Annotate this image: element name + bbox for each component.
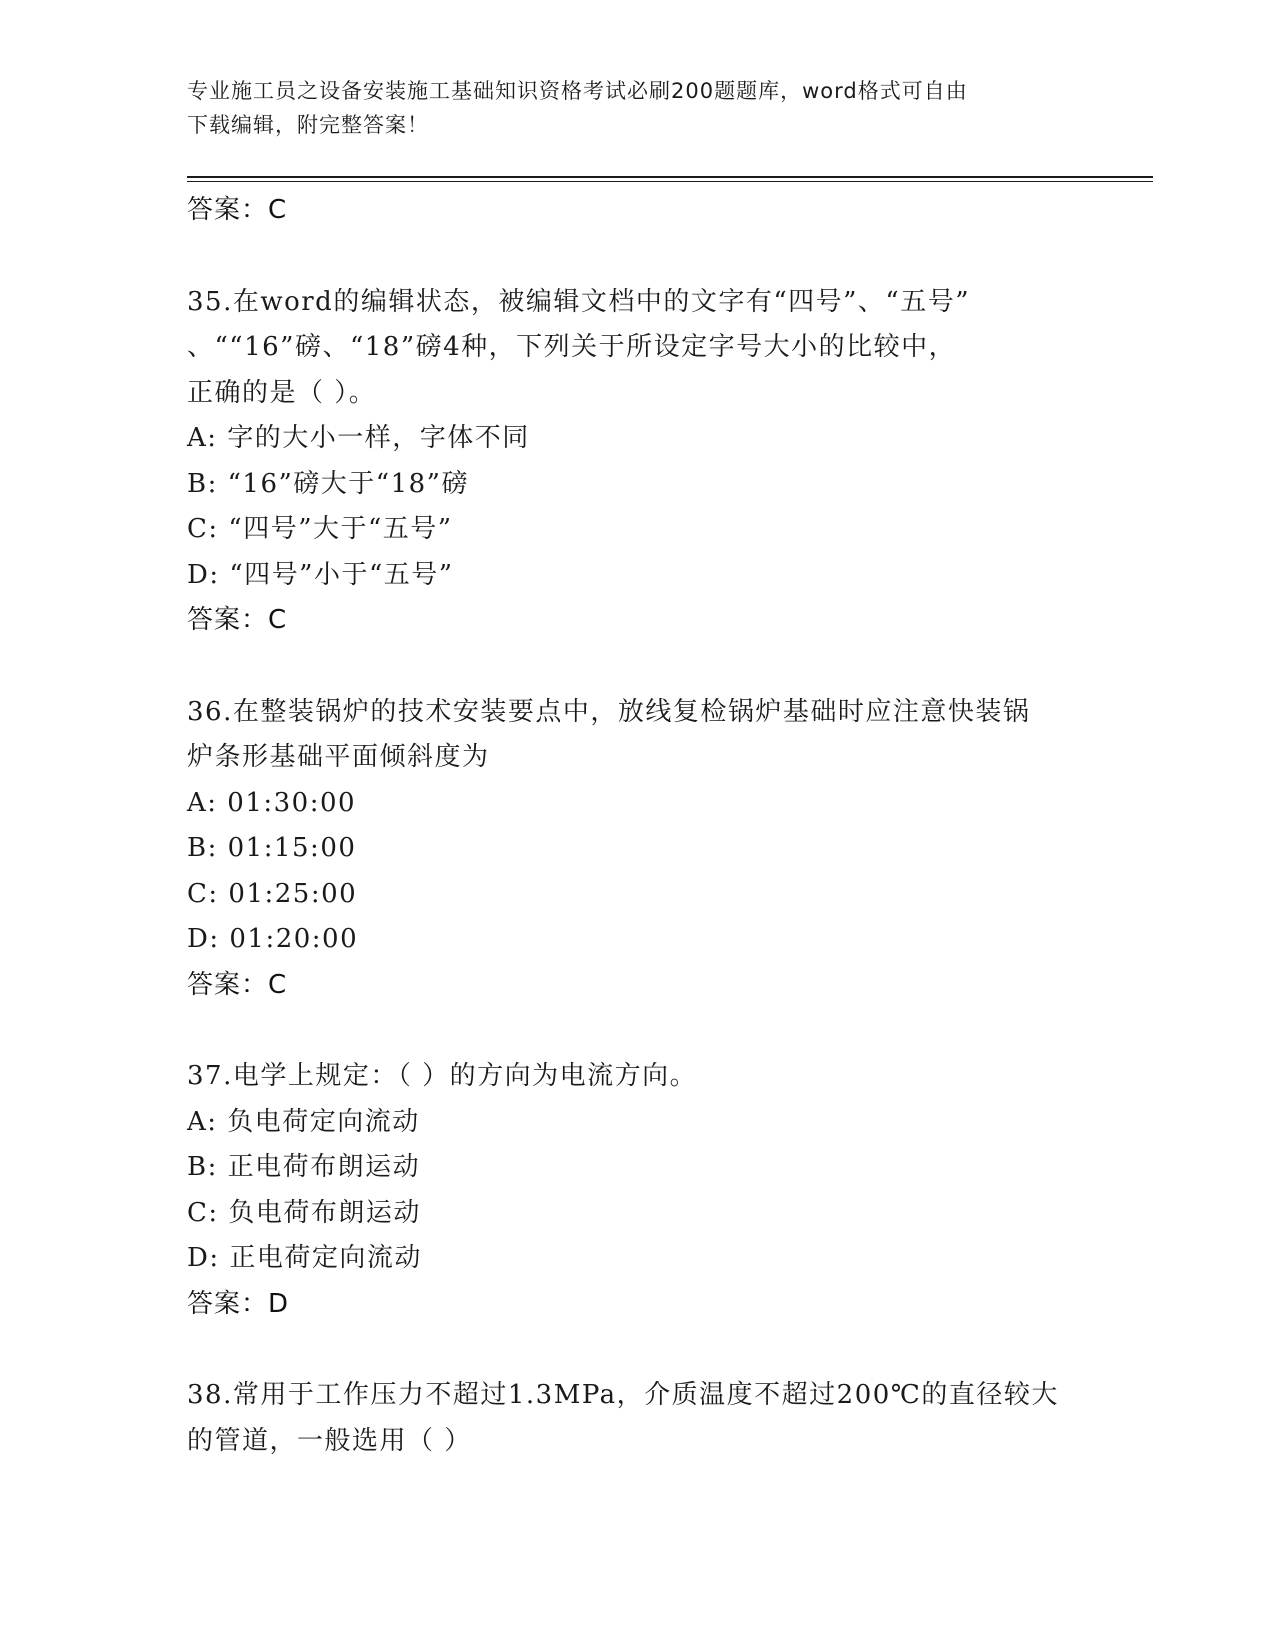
header-divider-thin [187,181,1153,182]
answer-line: 答案：C [187,605,288,635]
document-header [187,74,1067,142]
option-d: D: 01:20:00 [187,924,359,954]
option-b: B: 01:15:00 [187,833,357,863]
option-a: A: 01:30:00 [187,787,357,818]
question-text-line: 38.常用于工作压力不超过1.3MPa，介质温度不超过200℃的直径较大 [187,1380,1059,1410]
question-text-line: 35.在word的编辑状态，被编辑文档中的文字有“四号”、“五号” [187,286,970,317]
answer-line: 答案：D [187,1288,290,1319]
spacer [187,234,1087,280]
question-block [187,1054,1087,1327]
spacer [187,1008,1087,1054]
option-b: B: 正电荷布朗运动 [187,1152,421,1182]
header-divider-thick [187,176,1153,178]
question-text-line: 正确的是（ ）。 [187,377,377,408]
spacer [187,644,1087,690]
answer-line: 答案：C [187,969,288,1000]
option-b: B: “16”磅大于“18”磅 [187,468,469,499]
question-text-line: 、““16”磅、“18”磅4种，下列关于所设定字号大小的比较中， [187,332,957,362]
question-block [187,690,1087,1009]
question-text-line: 37.电学上规定：（ ）的方向为电流方向。 [187,1061,698,1091]
option-a: A: 负电荷定向流动 [187,1106,420,1137]
question-text-line: 炉条形基础平面倾斜度为 [187,742,490,772]
option-a: A: 字的大小一样，字体不同 [187,423,530,453]
question-block [187,280,1087,644]
spacer [187,1327,1087,1373]
option-c: C: 01:25:00 [187,878,358,909]
option-d: D: “四号”小于“五号” [187,559,454,590]
document-body [187,188,1087,1464]
header-line-1: 专业施工员之设备安装施工基础知识资格考试必刷200题题库，word格式可自由 [187,79,968,103]
option-d: D: 正电荷定向流动 [187,1243,422,1273]
option-c: C: “四号”大于“五号” [187,514,453,544]
question-text-line: 的管道，一般选用（ ） [187,1425,472,1456]
answer-line: 答案：C [187,195,288,225]
option-c: C: 负电荷布朗运动 [187,1197,421,1228]
question-text-line: 36.在整装锅炉的技术安装要点中，放线复检锅炉基础时应注意快装锅 [187,696,1031,727]
question-block [187,1373,1087,1464]
header-line-2: 下载编辑，附完整答案！ [187,113,429,137]
